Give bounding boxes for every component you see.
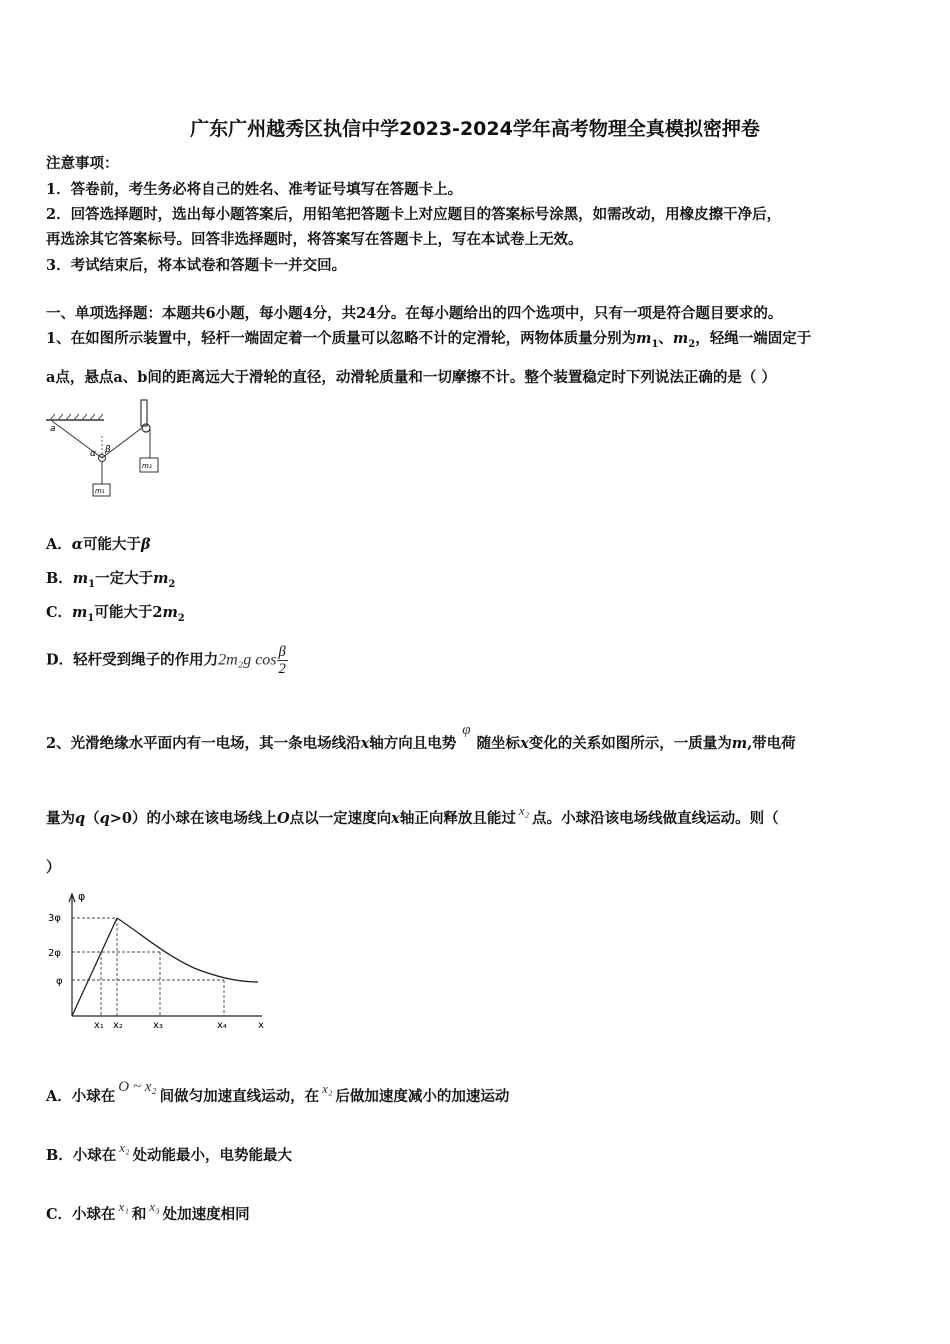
q2-q: q xyxy=(75,810,86,827)
q2-option-a-x2: x₂ xyxy=(322,1081,333,1096)
q1-option-c[interactable] xyxy=(46,601,185,624)
section-heading: 一、单项选择题：本题共6小题，每小题4分，共24分。在每小题给出的四个选项中，只有一项是符合题目要求的。 xyxy=(46,305,783,322)
q2-text-b: 轴方向且电势 xyxy=(369,735,457,752)
q2-option-c-x1: x₁ xyxy=(118,1199,129,1214)
option-prefix: A． xyxy=(46,1088,72,1105)
q1-b-m2: m xyxy=(153,570,169,587)
q2-q: q xyxy=(99,810,110,827)
q2-text-h: >0）的小球在该电场线上 xyxy=(109,810,278,827)
q2-text-f: 量为 xyxy=(46,810,75,827)
q2-y-tick-3phi: 3φ xyxy=(48,913,61,924)
q1-label-beta: β xyxy=(105,445,111,455)
q2-O: O xyxy=(277,810,290,827)
q2-x-tick-x2: x₂ xyxy=(113,1020,123,1031)
q2-text-d: 变化的关系如图所示，一质量为 xyxy=(528,735,732,752)
notice-item-2-cont: 再选涂其它答案标号。回答非选择题时，将答案写在答题卡上，写在本试卷上无效。 xyxy=(46,231,583,248)
q1-c-coef: 2 xyxy=(152,604,163,621)
q2-option-a-expr: O ~ x₂ xyxy=(118,1079,157,1095)
q2-stem-line3: ） xyxy=(46,859,61,876)
q2-phi: φ xyxy=(462,722,471,738)
q2-x-tick-x3: x₃ xyxy=(153,1020,163,1031)
q2-option-b-x2: x₂ xyxy=(119,1140,130,1155)
q2-text-i: 点以一定速度向 xyxy=(289,810,392,827)
notice-item-3: 3．考试结束后，将本试卷和答题卡一并交回。 xyxy=(46,257,347,274)
q1-label-a: a xyxy=(50,424,56,434)
q1-option-d-expr: 2m₂g cos xyxy=(218,651,277,669)
option-prefix: D． xyxy=(46,651,74,669)
q1-c-sub2: 2 xyxy=(177,612,185,624)
q2-y-axis-label: φ xyxy=(78,890,86,903)
q1-m1: m xyxy=(636,330,652,347)
q2-x: x xyxy=(520,735,529,752)
q2-text-c: 随坐标 xyxy=(476,735,521,752)
option-prefix: C． xyxy=(46,604,73,621)
fraction-denominator: 2 xyxy=(278,661,286,677)
q2-x-tick-x4: x₄ xyxy=(217,1020,227,1031)
q2-text-k: 点。小球沿该电场线做直线运动。则（ xyxy=(532,810,779,827)
q2-option-a-text: 间做匀加速直线运动，在 xyxy=(159,1088,320,1105)
q2-option-b[interactable] xyxy=(46,1140,293,1165)
q2-x: x xyxy=(391,810,400,827)
q1-pulley-figure xyxy=(44,396,164,500)
q1-option-b[interactable] xyxy=(46,567,175,590)
notice-heading: 注意事项： xyxy=(46,155,119,172)
q2-y-tick-2phi: 2φ xyxy=(48,948,61,959)
q2-y-tick-phi: φ xyxy=(56,976,63,987)
q1-option-b-text: 一定大于 xyxy=(95,570,154,587)
q2-x: x xyxy=(360,735,370,752)
q2-text-a: 2、光滑绝缘水平面内有一电场，其一条电场线沿 xyxy=(46,735,361,752)
q1-stem-line1 xyxy=(46,327,811,350)
q2-option-b-text: 处动能最小，电势能最大 xyxy=(132,1147,293,1164)
q2-x2: x₂ xyxy=(518,803,530,818)
q1-label-m1: m₁ xyxy=(95,487,105,495)
q1-m2-sub: 2 xyxy=(688,338,696,350)
q1-label-alpha: α xyxy=(90,449,96,459)
page-title: 广东广州越秀区执信中学2023-2024学年高考物理全真模拟密押卷 xyxy=(190,118,760,140)
q1-c-sub1: 1 xyxy=(87,612,95,624)
q2-m: m xyxy=(731,735,748,752)
q2-text-j: 轴正向释放且能过 xyxy=(399,810,516,827)
notice-item-2: 2．回答选择题时，选出每小题答案后，用铅笔把答题卡上对应题目的答案标号涂黑，如需改动，用橡皮擦干净后， xyxy=(46,206,782,223)
q1-option-d-fraction xyxy=(277,644,288,677)
q1-stem-text: 1、在如图所示装置中，轻杆一端固定着一个质量可以忽略不计的定滑轮，两物体质量分别为 xyxy=(46,330,637,347)
q1-c-m1: m xyxy=(72,604,88,621)
option-prefix: B． xyxy=(46,1147,73,1164)
q2-x-tick-x1: x₁ xyxy=(94,1020,104,1031)
q2-stem-line1 xyxy=(46,722,796,753)
q2-option-c-x3: x₃ xyxy=(149,1199,160,1214)
q1-option-a-text: 可能大于 xyxy=(82,536,141,553)
fraction-numerator: β xyxy=(278,644,286,660)
q1-c-m2: m xyxy=(162,604,178,621)
q1-option-c-text: 可能大于 xyxy=(94,604,153,621)
q1-b-sub2: 2 xyxy=(168,578,176,590)
q2-text-e: ,带电荷 xyxy=(747,735,796,752)
q1-stem-tail: ，轻绳一端固定于 xyxy=(695,330,812,347)
q1-beta: β xyxy=(140,536,151,553)
q2-stem-line2 xyxy=(46,803,779,828)
notice-item-1: 1．答卷前，考生务必将自己的姓名、准考证号填写在答题卡上。 xyxy=(46,181,463,198)
option-prefix: A． xyxy=(46,536,72,553)
q2-option-c-text: 和 xyxy=(131,1206,147,1223)
q1-b-sub1: 1 xyxy=(88,578,96,590)
q2-option-a[interactable] xyxy=(46,1079,510,1106)
q1-option-a[interactable] xyxy=(46,533,151,554)
q1-b-m1: m xyxy=(72,570,89,587)
q1-stem-line2: a点，悬点a、b间的距离远大于滑轮的直径，动滑轮质量和一切摩擦不计。整个装置稳定时下列说法正确的是（ ） xyxy=(46,369,776,386)
q2-x-axis-label: x xyxy=(258,1020,264,1031)
q1-alpha: α xyxy=(71,536,83,553)
q1-sep: 、 xyxy=(658,330,673,347)
q2-text-g: （ xyxy=(85,810,100,827)
q2-option-c-text: 小球在 xyxy=(72,1206,116,1223)
q2-option-c-text: 处加速度相同 xyxy=(162,1206,250,1223)
q2-option-c[interactable] xyxy=(46,1199,250,1224)
q1-m1-sub: 1 xyxy=(651,338,659,350)
q1-option-d-text: 轻杆受到绳子的作用力 xyxy=(73,651,219,669)
q2-option-a-text: 小球在 xyxy=(71,1088,116,1105)
q2-option-a-text: 后做加速度减小的加速运动 xyxy=(335,1088,510,1105)
q1-option-d[interactable] xyxy=(46,644,288,677)
q1-label-m2: m₂ xyxy=(142,462,152,470)
option-prefix: C． xyxy=(46,1206,73,1223)
q1-m2: m xyxy=(672,330,689,347)
option-prefix: B． xyxy=(46,570,73,587)
q2-option-b-text: 小球在 xyxy=(72,1147,117,1164)
q2-potential-graph xyxy=(44,886,274,1032)
